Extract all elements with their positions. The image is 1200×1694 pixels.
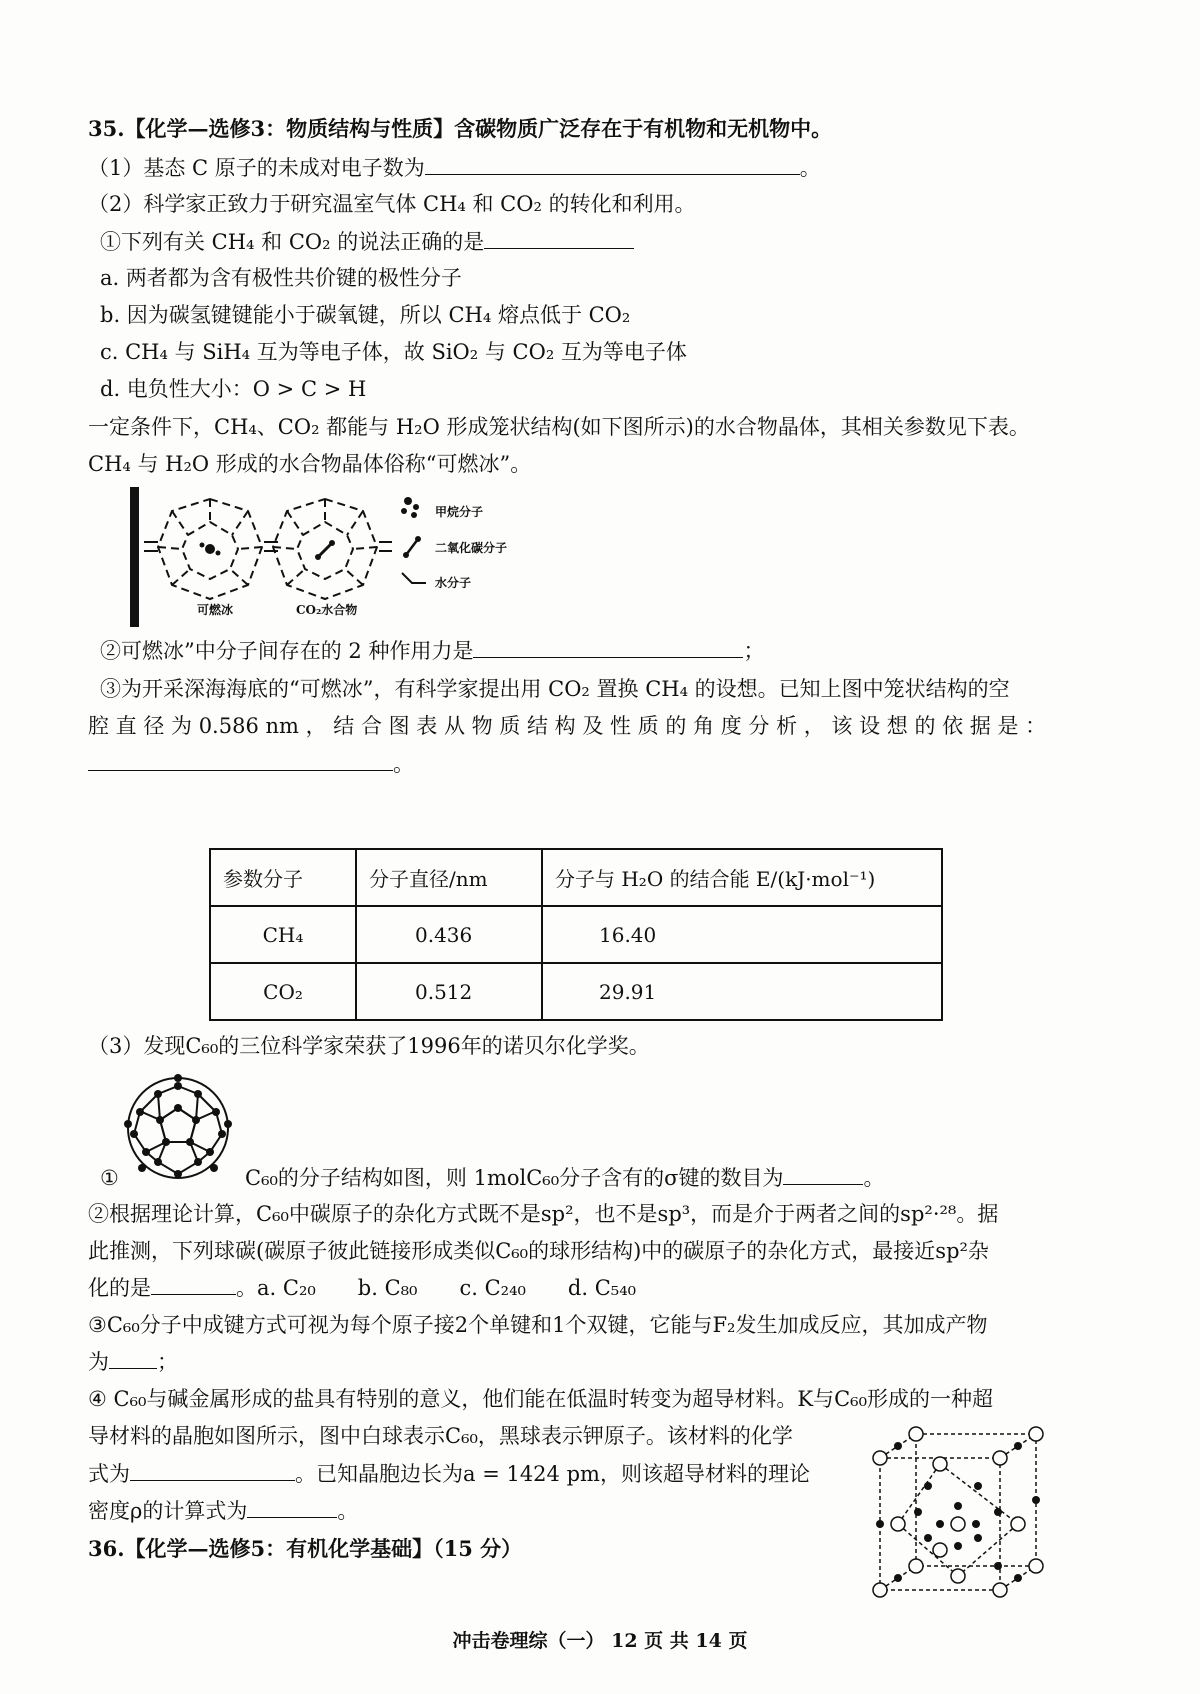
methane-molecule-icon: [205, 544, 215, 554]
c60-sub1-number: ①: [100, 1166, 119, 1190]
table-header-cell: 参数分子: [210, 849, 356, 906]
answer-blank[interactable]: [151, 1274, 236, 1295]
answer-blank[interactable]: [783, 1164, 863, 1185]
answer-blank[interactable]: [425, 154, 800, 175]
c60-sub4-line4-text: 密度ρ的计算式为: [88, 1499, 248, 1523]
paragraph-clathrate: 一定条件下，CH₄、CO₂ 都能与 H₂O 形成笼状结构(如下图所示)的水合物晶体，其相关参数见下表。: [88, 415, 1030, 439]
question-36-title: 36.【化学—选修5：有机化学基础】（15 分）: [88, 1536, 523, 1561]
paragraph-combustible-ice: CH₄ 与 H₂O 形成的水合物晶体俗称“可燃冰”。: [88, 452, 532, 476]
c60-sub2-line3-text: 化的是: [88, 1276, 151, 1300]
table-header-cell: 分子直径/nm: [356, 849, 542, 906]
answer-blank[interactable]: [484, 228, 634, 249]
q35-part2-q1-text: ①下列有关 CH₄ 和 CO₂ 的说法正确的是: [100, 230, 485, 254]
c60-buckyball-figure: [118, 1072, 238, 1184]
figure-label-combustible-ice: 可燃冰: [197, 603, 234, 617]
c60-sub3-line2-text: 为: [88, 1350, 109, 1374]
q35-sub2: [100, 637, 764, 665]
q35-part2: （2）科学家正致力于研究温室气体 CH₄ 和 CO₂ 的转化和利用。: [88, 192, 696, 216]
c60-sub4-line3-rest: 。已知晶胞边长为a = 1424 pm，则该超导材料的理论: [295, 1462, 810, 1486]
c60-sub4-line2: 导材料的晶胞如图所示，图中白球表示C₆₀，黑球表示钾原子。该材料的化学: [88, 1424, 793, 1448]
c60-sub1-end: 。: [863, 1166, 885, 1190]
question-35-title: 35.【化学—选修3：物质结构与性质】含碳物质广泛存在于有机物和无机物中。: [88, 116, 833, 141]
table-header-row: [210, 849, 942, 906]
q35-sub2-end: ；: [743, 639, 765, 663]
answer-blank[interactable]: [130, 1460, 295, 1481]
q35-part1: [88, 154, 821, 182]
table-row: [210, 963, 942, 1020]
c60-sub2-line1: ②根据理论计算，C₆₀中碳原子的杂化方式既不是sp²，也不是sp³，而是介于两者之间的sp²·²⁸。据: [88, 1202, 999, 1226]
q35-part1-text: （1）基态 C 原子的未成对电子数为: [88, 156, 425, 180]
c60-sub3-line1: ③C₆₀分子中成键方式可视为每个原子接2个单键和1个双键，它能与F₂发生加成反应，其加成产物: [88, 1313, 988, 1337]
q35-sub3-line3: [88, 750, 414, 778]
c60-sub2-options: 。a. C₂₀ b. C₈₀ c. C₂₄₀ d. C₅₄₀: [236, 1276, 637, 1300]
q35-sub3-line2: 腔 直 径 为 0.586 nm ， 结 合 图 表 从 物 质 结 构 及 性 质 的 角 度 分 析 ， 该 设 想 的 依 据 是 ：: [88, 714, 1047, 738]
crystal-unit-cell-figure: [868, 1426, 1048, 1601]
q35-part2-question1: [100, 228, 634, 256]
table-row: [210, 906, 942, 963]
option-c: c. CH₄ 与 SiH₄ 互为等电子体，故 SiO₂ 与 CO₂ 互为等电子体: [100, 340, 687, 364]
table-cell: CO₂: [210, 963, 356, 1020]
legend-methane-icon: [401, 497, 419, 518]
q35-part3: （3）发现C₆₀的三位科学家荣获了1996年的诺贝尔化学奖。: [88, 1034, 650, 1058]
option-b: b. 因为碳氢键键能小于碳氧键，所以 CH₄ 熔点低于 CO₂: [100, 303, 631, 327]
c60-sub3-line2: [88, 1348, 178, 1376]
q35-sub3-end: 。: [393, 752, 414, 776]
c60-sub4-line4: [88, 1497, 358, 1525]
page-footer: 冲击卷理综（一） 12 页 共 14 页: [452, 1630, 748, 1652]
table-cell: 0.512: [356, 963, 542, 1020]
c60-sub3-end: ；: [157, 1350, 178, 1374]
answer-blank[interactable]: [88, 750, 393, 771]
legend-label-co2: 二氧化碳分子: [435, 541, 508, 555]
c60-sub2-line2: 此推测，下列球碳(碳原子彼此链接形成类似C₆₀的球形结构)中的碳原子的杂化方式，最接近sp²杂: [88, 1239, 989, 1263]
c60-sub1-text: C₆₀的分子结构如图，则 1molC₆₀分子含有的σ键的数目为: [245, 1166, 784, 1190]
c60-sub4-line3-text: 式为: [88, 1462, 130, 1486]
legend-water-icon: [402, 573, 426, 583]
figure-bar: [130, 487, 139, 627]
table-cell: 29.91: [542, 963, 942, 1020]
c60-sub2-line3: [88, 1274, 636, 1302]
table-cell: CH₄: [210, 906, 356, 963]
c60-sub4-line3: [88, 1460, 810, 1488]
option-d: d. 电负性大小：O > C > H: [100, 377, 367, 401]
legend-co2-icon: [403, 536, 421, 558]
c60-sub1: [245, 1164, 884, 1192]
q35-part1-end: 。: [799, 156, 821, 180]
legend-label-water: 水分子: [435, 576, 472, 590]
legend-label-methane: 甲烷分子: [435, 505, 484, 519]
c60-sub4-line1: ④ C₆₀与碱金属形成的盐具有特别的意义，他们能在低温时转变为超导材料。K与C₆₀形成的一种超: [88, 1387, 993, 1411]
answer-blank[interactable]: [473, 637, 743, 658]
parameter-table: [209, 848, 943, 1021]
c60-sub4-end: 。: [337, 1499, 359, 1523]
q35-sub3-line1: ③为开采深海海底的“可燃冰”，有科学家提出用 CO₂ 置换 CH₄ 的设想。已知上图中笼状结构的空: [100, 677, 1010, 701]
figure-label-co2-hydrate: CO₂水合物: [296, 603, 358, 617]
table-header-cell: 分子与 H₂O 的结合能 E/(kJ·mol⁻¹): [542, 849, 942, 906]
answer-blank[interactable]: [109, 1348, 157, 1369]
option-a: a. 两者都为含有极性共价键的极性分子: [100, 266, 462, 290]
table-cell: 0.436: [356, 906, 542, 963]
answer-blank[interactable]: [247, 1497, 337, 1518]
table-cell: 16.40: [542, 906, 942, 963]
q35-sub2-text: ②可燃冰”中分子间存在的 2 种作用力是: [100, 639, 474, 663]
